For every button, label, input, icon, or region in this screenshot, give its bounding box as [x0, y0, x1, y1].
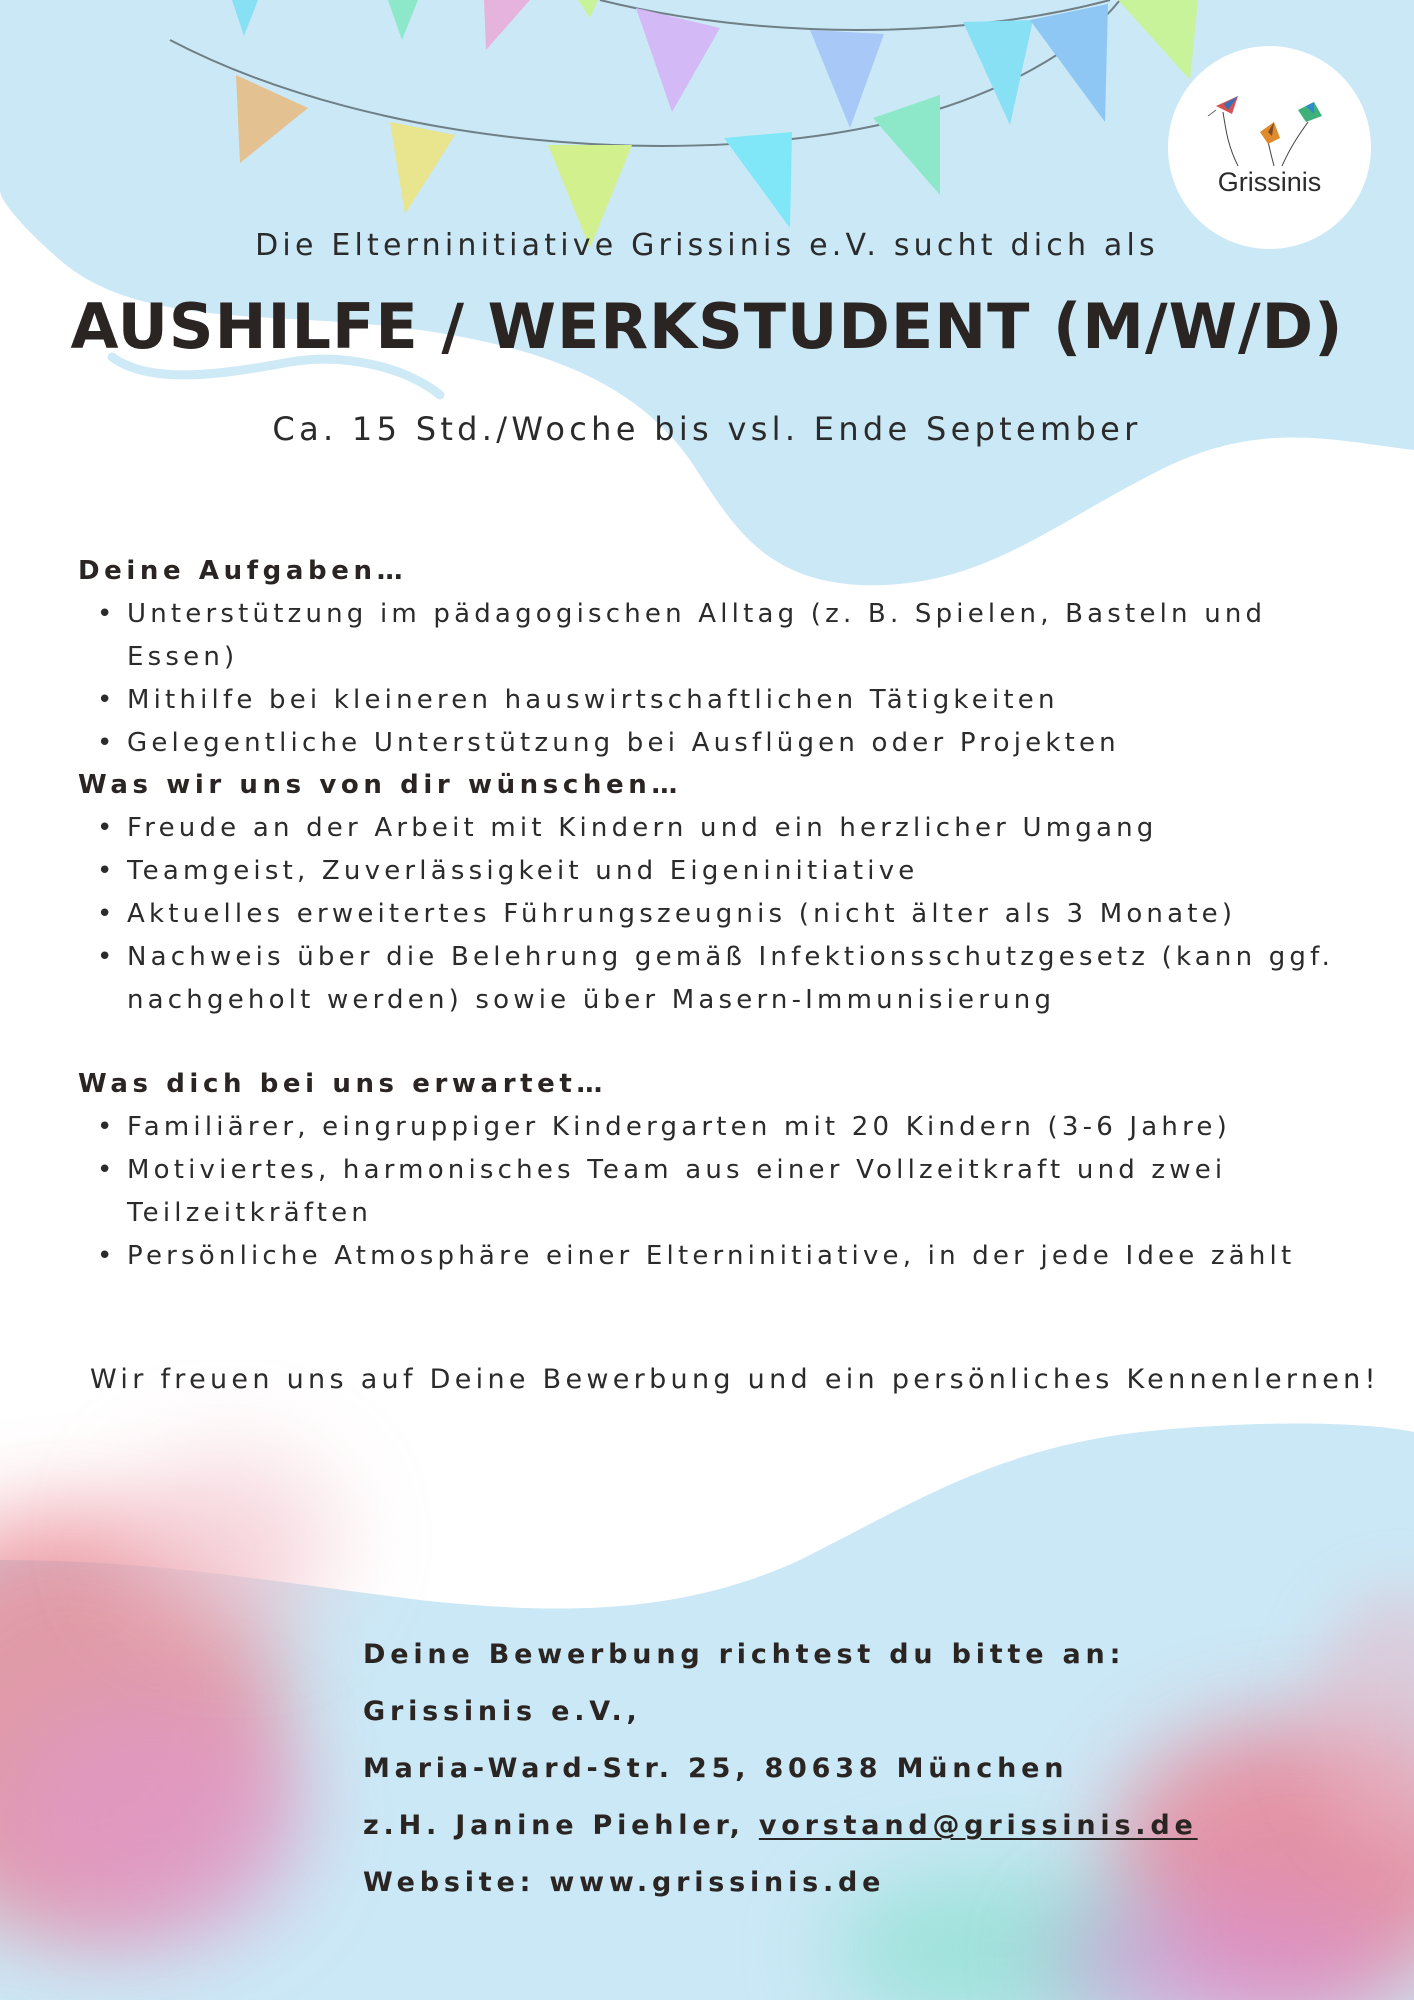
section-requirements — [78, 763, 1378, 1022]
section-benefits — [78, 1062, 1378, 1278]
subtitle: Ca. 15 Std./Woche bis vsl. Ende September — [272, 410, 1142, 448]
section-tasks — [78, 549, 1378, 765]
list-item-text: Unterstützung im pädagogischen Alltag (z. B. Spielen, Basteln und Essen) — [127, 599, 1267, 672]
list-item — [78, 893, 1378, 936]
contact-block — [363, 1626, 1198, 1911]
bullet-icon: • — [97, 856, 117, 886]
logo-text: Grissinis — [1217, 167, 1322, 197]
email-link[interactable]: vorstand@grissinis.de — [758, 1810, 1198, 1841]
bullet-icon: • — [97, 1241, 117, 1271]
list-item-text: Motiviertes, harmonisches Team aus einer Vollzeitkraft und zwei Teilzeitkräften — [127, 1155, 1227, 1228]
contact-person: z.H. Janine Piehler, — [363, 1810, 759, 1841]
list-item — [78, 807, 1378, 850]
requirements-list — [78, 807, 1378, 1022]
list-item — [78, 593, 1378, 679]
contact-heading: Deine Bewerbung richtest du bitte an: — [363, 1639, 1126, 1670]
benefits-list — [78, 1106, 1378, 1278]
list-item-text: Freude an der Arbeit mit Kindern und ein herzlicher Umgang — [127, 813, 1158, 843]
bullet-icon: • — [97, 1112, 117, 1142]
contact-website: Website: www.grissinis.de — [363, 1867, 886, 1898]
list-item-text: Aktuelles erweitertes Führungszeugnis (nicht älter als 3 Monate) — [127, 899, 1237, 929]
contact-organization: Grissinis e.V., — [363, 1696, 642, 1727]
bullet-icon: • — [97, 942, 117, 972]
list-item-text: Gelegentliche Unterstützung bei Ausflügen oder Projekten — [127, 728, 1120, 758]
contact-person-line — [363, 1797, 1198, 1854]
contact-address: Maria-Ward-Str. 25, 80638 München — [363, 1753, 1069, 1784]
list-item-text: Familiärer, eingruppiger Kindergarten mit 20 Kindern (3-6 Jahre) — [127, 1112, 1231, 1142]
list-item-text: Mithilfe bei kleineren hauswirtschaftlichen Tätigkeiten — [127, 685, 1059, 715]
section-title-requirements: Was wir uns von dir wünschen… — [78, 770, 682, 800]
grissinis-logo — [1168, 46, 1371, 249]
bullet-icon: • — [97, 899, 117, 929]
bullet-icon: • — [97, 685, 117, 715]
list-item — [78, 679, 1378, 722]
list-item-text: Persönliche Atmosphäre einer Elterninitiative, in der jede Idee zählt — [127, 1241, 1296, 1271]
intro-text: Die Elterninitiative Grissinis e.V. sucht dich als — [255, 228, 1159, 263]
list-item — [78, 722, 1378, 765]
list-item-text: Teamgeist, Zuverlässigkeit und Eigeninitiative — [127, 856, 919, 886]
section-title-benefits: Was dich bei uns erwartet… — [78, 1069, 608, 1099]
list-item — [78, 1106, 1378, 1149]
bullet-icon: • — [97, 599, 117, 629]
closing-text: Wir freuen uns auf Deine Bewerbung und ein persönliches Kennenlernen! — [90, 1364, 1380, 1395]
list-item — [78, 1235, 1378, 1278]
list-item-text: Nachweis über die Belehrung gemäß Infektionsschutzgesetz (kann ggf. nachgeholt werden) sowie über Masern-Immunisierung — [127, 942, 1335, 1015]
list-item — [78, 850, 1378, 893]
bullet-icon: • — [97, 728, 117, 758]
page-title: AUSHILFE / WERKSTUDENT (M/W/D) — [70, 290, 1344, 363]
tasks-list — [78, 593, 1378, 765]
bullet-icon: • — [97, 813, 117, 843]
list-item — [78, 936, 1378, 1022]
list-item — [78, 1149, 1378, 1235]
kites-icon — [1198, 86, 1338, 166]
section-title-tasks: Deine Aufgaben… — [78, 556, 408, 586]
bullet-icon: • — [97, 1155, 117, 1185]
